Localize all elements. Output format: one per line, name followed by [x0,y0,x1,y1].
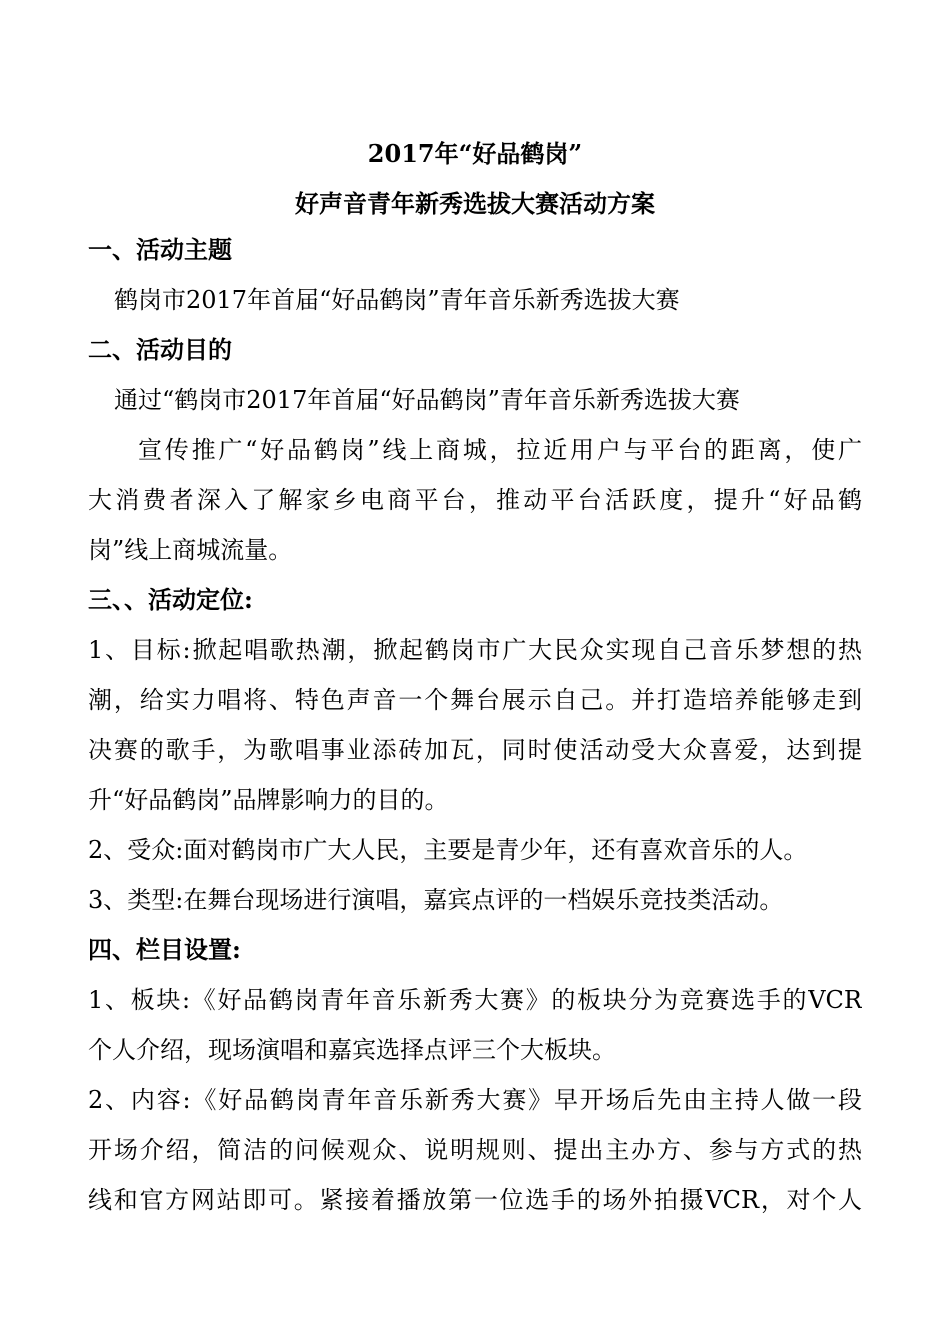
columns-line-2: 个人介绍，现场演唱和嘉宾选择点评三个大板块。 [88,1036,616,1064]
document-title-line-1: 2017年“好品鹤岗” [367,139,583,168]
document-title-line-2: 好声音青年新秀选拔大赛活动方案 [295,189,655,218]
purpose-line-2: 宣传推广“好品鹤岗”线上商城，拉近用户与平台的距离，使广 [138,436,862,464]
section-heading-columns: 四、栏目设置: [88,935,241,964]
positioning-line-2: 潮，给实力唱将、特色声音一个舞台展示自己。并打造培养能够走到 [88,686,862,714]
theme-text: 鹤岗市2017年首届“好品鹤岗”青年音乐新秀选拔大赛 [114,286,680,314]
positioning-line-5: 2、受众:面对鹤岗市广大人民，主要是青少年，还有喜欢音乐的人。 [88,836,808,864]
section-heading-theme: 一、活动主题 [88,235,232,264]
positioning-line-6: 3、类型:在舞台现场进行演唱，嘉宾点评的一档娱乐竞技类活动。 [88,886,784,914]
columns-line-3: 2、内容:《好品鹤岗青年音乐新秀大赛》早开场后先由主持人做一段 [88,1086,862,1114]
section-heading-purpose: 二、活动目的 [88,335,232,364]
columns-line-4: 开场介绍，简洁的问候观众、说明规则、提出主办方、参与方式的热 [88,1136,862,1164]
purpose-line-4: 岗”线上商城流量。 [88,536,293,564]
positioning-line-3: 决赛的歌手，为歌唱事业添砖加瓦，同时使活动受大众喜爱，达到提 [88,736,862,764]
positioning-line-1: 1、目标:掀起唱歌热潮，掀起鹤岗市广大民众实现自己音乐梦想的热 [88,636,862,664]
columns-line-5: 线和官方网站即可。紧接着播放第一位选手的场外拍摄VCR，对个人 [88,1186,862,1214]
section-heading-positioning: 三、、活动定位: [88,585,253,614]
positioning-line-4: 升“好品鹤岗”品牌影响力的目的。 [88,786,449,814]
columns-line-1: 1、板块:《好品鹤岗青年音乐新秀大赛》的板块分为竞赛选手的VCR [88,986,862,1014]
purpose-line-3: 大消费者深入了解家乡电商平台，推动平台活跃度，提升“好品鹤 [88,486,862,514]
purpose-line-1: 通过“鹤岗市2017年首届“好品鹤岗”青年音乐新秀选拔大赛 [114,386,740,414]
